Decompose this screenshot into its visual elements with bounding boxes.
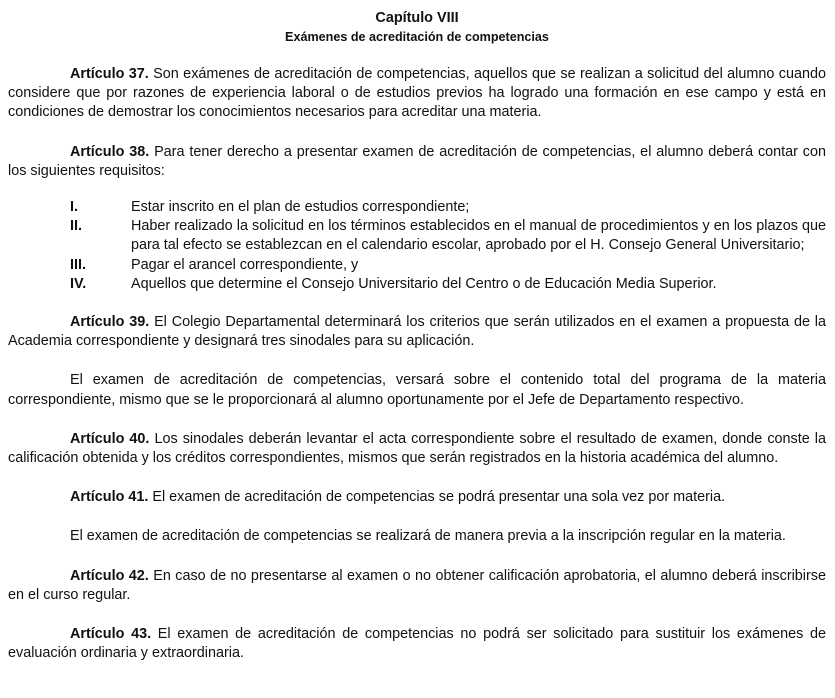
article-38-label: Artículo 38. bbox=[70, 143, 150, 160]
article-42 bbox=[8, 567, 826, 605]
article-38 bbox=[8, 143, 826, 181]
requirement-item bbox=[8, 256, 826, 275]
document-page bbox=[8, 8, 826, 683]
article-39 bbox=[8, 313, 826, 351]
article-39-label: Artículo 39. bbox=[70, 314, 150, 331]
requirement-text: Estar inscrito en el plan de estudios correspondiente; bbox=[131, 199, 470, 216]
article-41-paragraph-2: El examen de acreditación de competencias se realizará de manera previa a la inscripción regular en la materia. bbox=[70, 528, 786, 545]
article-37-text: Son exámenes de acreditación de competencias, aquellos que se realizan a solicitud del alumno cuando considere que por razones de experiencia laboral o de estudios previos ha logrado una formación en ese campo y está en condiciones de demostrar los conocimientos necesarios para acreditar una materia. bbox=[8, 66, 826, 121]
article-42-label: Artículo 42. bbox=[70, 567, 149, 584]
requirement-numeral: III. bbox=[70, 256, 86, 273]
article-39-text: El Colegio Departamental determinará los criterios que serán utilizados en el examen a propuesta de la Academia correspondiente y designará tres sinodales para su aplicación. bbox=[8, 314, 827, 350]
article-43-text: El examen de acreditación de competencias no podrá ser solicitado para sustituir los exámenes de evaluación ordinaria y extraordinaria. bbox=[8, 626, 826, 662]
article-41-text: El examen de acreditación de competencias se podrá presentar una sola vez por materia. bbox=[148, 489, 726, 506]
requirement-item bbox=[8, 198, 826, 217]
requirement-numeral: IV. bbox=[70, 275, 87, 292]
article-38-text: Para tener derecho a presentar examen de acreditación de competencias, el alumno deberá contar con los siguientes requisitos: bbox=[8, 143, 826, 179]
requirement-item bbox=[8, 275, 826, 294]
requirement-numeral: I. bbox=[70, 199, 78, 216]
requirement-item bbox=[8, 217, 826, 255]
article-37-label: Artículo 37. bbox=[70, 66, 149, 82]
requirement-text: Haber realizado la solicitud en los términos establecidos en el manual de procedimientos y en los plazos que para tal efecto se establezcan en el calendario escolar, aprobado por el H. Consejo General Universitario; bbox=[131, 218, 826, 254]
chapter-title: Capítulo VIII bbox=[375, 10, 459, 26]
requirement-text: Aquellos que determine el Consejo Universitario del Centro o de Educación Media Superior. bbox=[131, 275, 717, 292]
article-42-text: En caso de no presentarse al examen o no obtener calificación aprobatoria, el alumno deberá inscribirse en el curso regular. bbox=[8, 567, 826, 603]
article-43-label: Artículo 43. bbox=[70, 626, 152, 643]
requirement-text: Pagar el arancel correspondiente, y bbox=[131, 256, 359, 273]
article-39-paragraph-2: El examen de acreditación de competencias, versará sobre el contenido total del programa de la materia correspondiente, mismo que se le proporcionará al alumno oportunamente por el Jefe de Departamento respectivo. bbox=[8, 372, 826, 408]
article-41 bbox=[8, 488, 826, 507]
article-40-label: Artículo 40. bbox=[70, 430, 150, 447]
article-40 bbox=[8, 430, 826, 468]
requirement-numeral: II. bbox=[70, 218, 82, 235]
chapter-subtitle: Exámenes de acreditación de competencias bbox=[285, 30, 549, 44]
article-37 bbox=[8, 65, 826, 123]
requirements-list bbox=[8, 198, 826, 294]
article-40-text: Los sinodales deberán levantar el acta correspondiente sobre el resultado de examen, donde conste la calificación obtenida y los créditos correspondientes, mismos que serán registrados en la historia académica del alumno. bbox=[8, 430, 826, 467]
article-41-label: Artículo 41. bbox=[70, 489, 149, 506]
article-43 bbox=[8, 625, 826, 663]
